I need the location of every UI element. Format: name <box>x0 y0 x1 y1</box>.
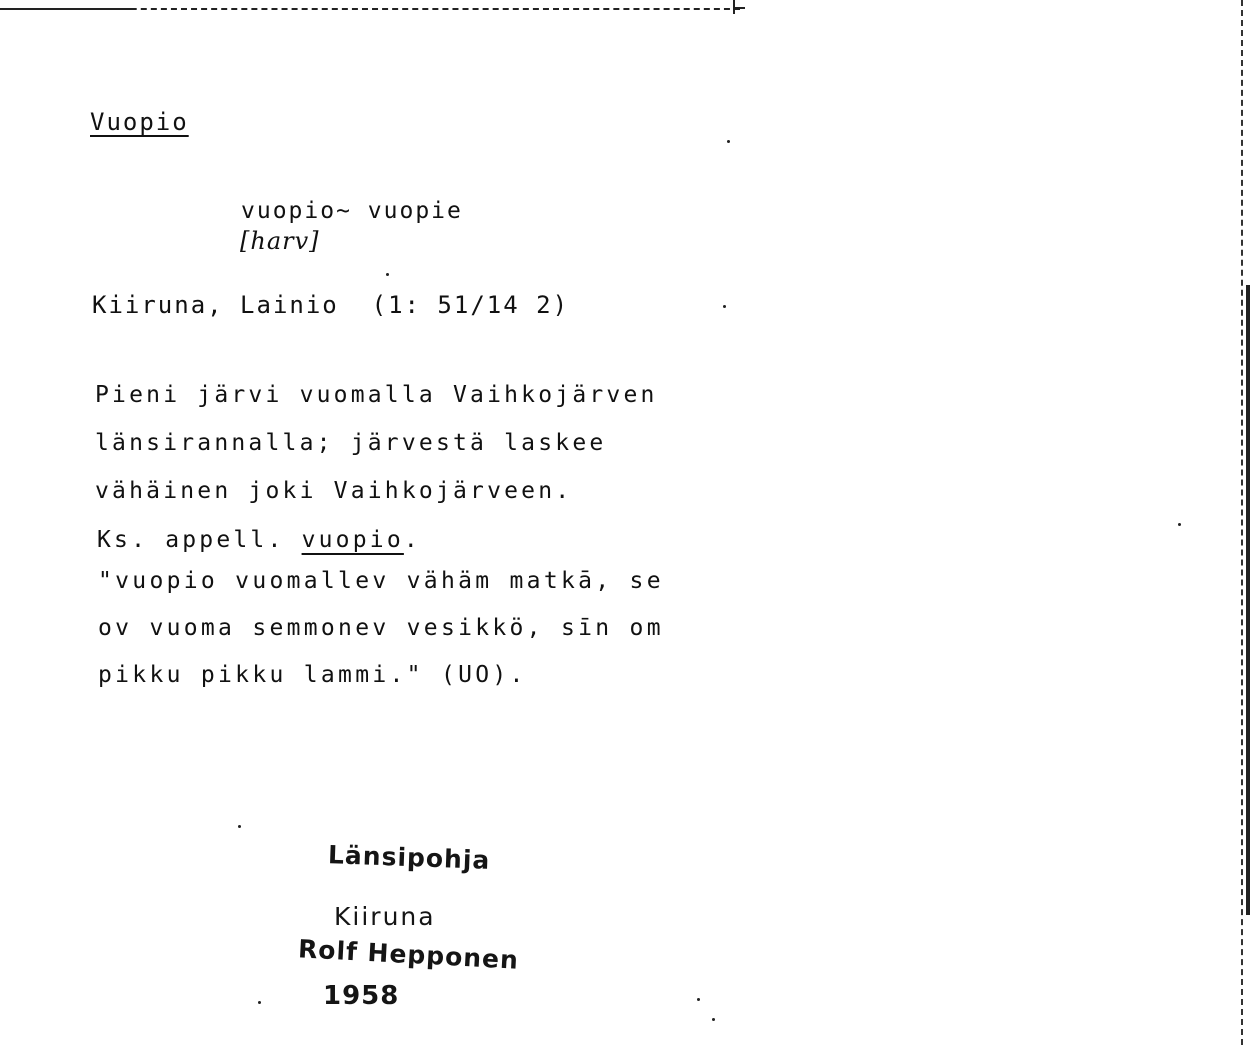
stamp-collector: Rolf Hepponen <box>297 934 520 975</box>
variant-forms: vuopio~ vuopie <box>241 198 463 224</box>
reference-suffix: . <box>403 527 421 553</box>
quote-line: ov vuoma semmonev vesikkö, sīn om <box>98 615 664 641</box>
scan-speck <box>1178 523 1181 526</box>
right-card-edge <box>1241 0 1243 1045</box>
headword: Vuopio <box>90 108 189 136</box>
top-solid-rule <box>0 8 135 10</box>
reference-line <box>97 529 421 552</box>
reference-word: vuopio <box>301 527 404 553</box>
quote-line: "vuopio vuomallev vähäm matkā, se <box>98 568 664 594</box>
location-line: Kiiruna, Lainio (1: 51/14 2) <box>92 291 570 319</box>
scan-speck <box>386 273 389 276</box>
stamp-region: Länsipohja <box>327 840 491 875</box>
scan-speck <box>697 998 700 1001</box>
scan-speck <box>723 305 726 308</box>
variant-handwritten-note: [harv] <box>240 227 320 255</box>
quote-line: pikku pikku lammi." (UO). <box>98 662 527 688</box>
description-line: vähäinen joki Vaihkojärveen. <box>95 478 573 504</box>
right-card-edge-shadow <box>1246 285 1250 915</box>
scan-speck <box>727 140 730 143</box>
reference-prefix: Ks. appell. <box>97 527 302 553</box>
top-corner-bar <box>733 7 745 9</box>
stamp-parish: Kiiruna <box>334 902 436 931</box>
stamp-year: 1958 <box>323 981 400 1011</box>
scan-speck <box>712 1018 715 1021</box>
scan-speck <box>258 1001 261 1004</box>
scan-speck <box>238 825 241 828</box>
description-line: länsirannalla; järvestä laskee <box>95 430 607 456</box>
description-line: Pieni järvi vuomalla Vaihkojärven <box>95 382 658 408</box>
